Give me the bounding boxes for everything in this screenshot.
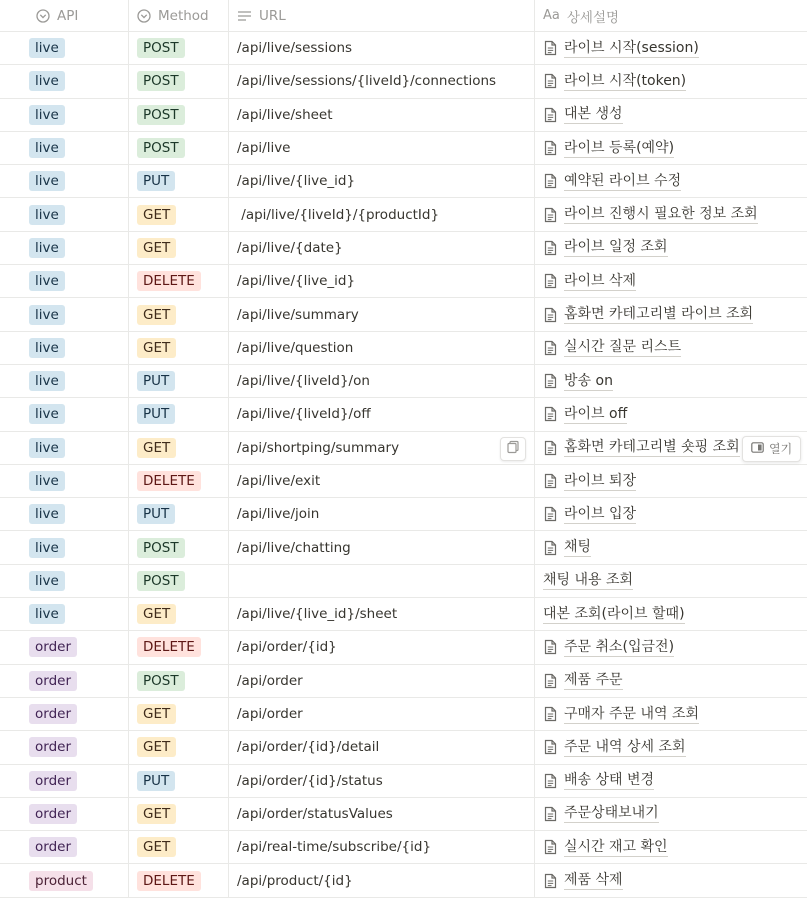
table-row[interactable] [0, 631, 807, 664]
method-cell[interactable] [129, 65, 229, 97]
url-cell[interactable] [229, 531, 535, 563]
table-row[interactable] [0, 32, 807, 65]
url-cell[interactable] [229, 631, 535, 663]
api-cell[interactable] [0, 99, 129, 131]
method-tag: PUT [137, 404, 175, 424]
api-tag: live [29, 471, 65, 491]
select-property-icon [36, 9, 50, 23]
page-icon [543, 673, 558, 689]
api-cell[interactable] [0, 332, 129, 364]
api-tag: live [29, 338, 65, 358]
table-row[interactable] [0, 132, 807, 165]
page-icon [543, 107, 558, 123]
table-row[interactable] [0, 465, 807, 498]
table-row[interactable] [0, 198, 807, 231]
select-property-icon [137, 9, 151, 23]
table-row[interactable] [0, 665, 807, 698]
api-tag: order [29, 671, 77, 691]
api-cell[interactable] [0, 864, 129, 896]
url-cell[interactable] [229, 32, 535, 64]
api-tag: live [29, 38, 65, 58]
api-cell[interactable] [0, 32, 129, 64]
api-tag: live [29, 205, 65, 225]
method-tag: DELETE [137, 471, 201, 491]
api-cell[interactable] [0, 798, 129, 830]
api-cell[interactable] [0, 631, 129, 663]
api-tag: live [29, 604, 65, 624]
page-title-link[interactable]: 대본 생성 [564, 106, 623, 123]
api-tag: live [29, 271, 65, 291]
column-header-method[interactable] [129, 0, 229, 31]
url-text: /api/live/{liveId}/on [237, 373, 370, 390]
method-tag: DELETE [137, 637, 201, 657]
api-cell[interactable] [0, 731, 129, 763]
url-text: /api/live/{date} [237, 239, 343, 256]
method-tag: PUT [137, 371, 175, 391]
title-property-icon: Aa [543, 8, 560, 23]
page-icon [543, 440, 558, 456]
open-page-button[interactable] [742, 436, 801, 462]
table-row[interactable] [0, 864, 807, 897]
url-text: /api/live/exit [237, 473, 321, 489]
page-title-link[interactable]: 대본 조회(라이브 할때) [543, 605, 685, 622]
page-title-link[interactable]: 구매자 주문 내역 조회 [564, 705, 700, 722]
method-tag: DELETE [137, 871, 201, 891]
url-text: /api/order/statusValues [237, 805, 393, 822]
api-cell[interactable] [0, 698, 129, 730]
api-cell[interactable] [0, 465, 129, 497]
method-tag: GET [137, 704, 176, 724]
url-cell[interactable] [229, 765, 535, 797]
api-cell[interactable] [0, 531, 129, 563]
api-tag: live [29, 571, 65, 591]
title-cell[interactable] [535, 765, 807, 797]
method-cell[interactable] [129, 565, 229, 597]
title-cell[interactable] [535, 332, 807, 364]
page-icon [543, 240, 558, 256]
table-row[interactable] [0, 332, 807, 365]
copy-url-button[interactable] [500, 437, 526, 461]
url-cell[interactable] [229, 365, 535, 397]
api-tag: order [29, 737, 77, 757]
url-text: /api/live/sheet [237, 106, 333, 123]
page-title-link[interactable]: 주문 내역 상세 조회 [564, 738, 686, 755]
table-row[interactable] [0, 365, 807, 398]
title-cell[interactable] [535, 698, 807, 730]
title-cell[interactable] [535, 798, 807, 830]
page-title-link[interactable]: 실시간 재고 확인 [564, 838, 668, 855]
method-tag: GET [137, 238, 176, 258]
method-cell[interactable] [129, 498, 229, 530]
page-title-link[interactable]: 라이브 시작(token) [564, 72, 687, 89]
api-tag: live [29, 504, 65, 524]
column-header-label: 상세설명 [566, 9, 620, 26]
method-tag: PUT [137, 171, 175, 191]
api-tag: product [29, 871, 93, 891]
page-icon [543, 540, 558, 556]
api-tag: live [29, 538, 65, 558]
title-cell[interactable] [535, 565, 807, 597]
table-row[interactable] [0, 65, 807, 98]
page-icon [543, 773, 558, 789]
page-title-link[interactable]: 라이브 퇴장 [564, 472, 637, 489]
title-cell[interactable] [535, 598, 807, 630]
url-cell[interactable] [229, 132, 535, 164]
copy-icon [506, 440, 520, 458]
api-cell[interactable] [0, 198, 129, 230]
table-row[interactable] [0, 598, 807, 631]
page-title-link[interactable]: 라이브 입장 [564, 505, 637, 522]
url-cell[interactable] [229, 232, 535, 264]
page-title-link[interactable]: 주문 취소(입금전) [564, 638, 675, 655]
page-icon [543, 806, 558, 822]
url-cell[interactable] [229, 332, 535, 364]
api-cell[interactable] [0, 365, 129, 397]
method-tag: GET [137, 837, 176, 857]
table-row[interactable] [0, 398, 807, 431]
page-title-link[interactable]: 채팅 [564, 539, 592, 556]
url-cell[interactable] [229, 465, 535, 497]
method-tag: POST [137, 38, 185, 58]
method-cell[interactable] [129, 864, 229, 896]
page-title-link[interactable]: 제품 삭제 [564, 872, 623, 889]
table-row[interactable] [0, 232, 807, 265]
url-text: /api/live [237, 140, 291, 157]
page-icon [543, 839, 558, 855]
title-cell[interactable] [535, 864, 807, 896]
title-cell[interactable] [535, 432, 807, 464]
method-cell[interactable] [129, 631, 229, 663]
page-title-link[interactable]: 실시간 질문 리스트 [564, 339, 682, 356]
method-cell[interactable] [129, 465, 229, 497]
table-row[interactable] [0, 765, 807, 798]
url-cell[interactable] [229, 731, 535, 763]
title-cell[interactable] [535, 731, 807, 763]
url-text: /api/real-time/subscribe/{id} [237, 839, 432, 856]
page-title-link[interactable]: 라이브 off [564, 405, 628, 422]
table-row[interactable] [0, 432, 807, 465]
page-icon [543, 73, 558, 89]
url-text: /api/order [237, 672, 303, 689]
url-cell[interactable] [229, 165, 535, 197]
page-title-link[interactable]: 방송 on [564, 372, 613, 389]
page-icon [543, 173, 558, 189]
table-row[interactable] [0, 798, 807, 831]
method-cell[interactable] [129, 99, 229, 131]
side-peek-icon [751, 442, 764, 456]
title-cell[interactable] [535, 665, 807, 697]
method-cell[interactable] [129, 298, 229, 330]
method-tag: GET [137, 737, 176, 757]
api-cell[interactable] [0, 65, 129, 97]
method-cell[interactable] [129, 432, 229, 464]
url-text: /api/live/{live_id} [237, 173, 356, 190]
title-cell[interactable] [535, 132, 807, 164]
api-tag: live [29, 105, 65, 125]
page-icon [543, 207, 558, 223]
method-cell[interactable] [129, 665, 229, 697]
method-tag: GET [137, 438, 176, 458]
page-title-link[interactable]: 라이브 일정 조회 [564, 239, 668, 256]
table-row[interactable] [0, 531, 807, 564]
column-header-api[interactable] [0, 0, 129, 31]
api-tag: order [29, 771, 77, 791]
api-cell[interactable] [0, 232, 129, 264]
method-tag: POST [137, 138, 185, 158]
api-cell[interactable] [0, 432, 129, 464]
table-row[interactable] [0, 298, 807, 331]
title-cell[interactable] [535, 265, 807, 297]
page-title-link[interactable]: 홈화면 카테고리별 라이브 조회 [564, 306, 754, 323]
page-icon [543, 506, 558, 522]
api-cell[interactable] [0, 498, 129, 530]
table-row[interactable] [0, 698, 807, 731]
url-text: /api/live/join [237, 506, 320, 523]
url-cell[interactable] [229, 498, 535, 530]
method-tag: GET [137, 205, 176, 225]
method-tag: GET [137, 604, 176, 624]
method-tag: GET [137, 338, 176, 358]
table-row[interactable] [0, 831, 807, 864]
api-cell[interactable] [0, 298, 129, 330]
method-tag: GET [137, 305, 176, 325]
method-cell[interactable] [129, 598, 229, 630]
table-row[interactable] [0, 565, 807, 598]
url-cell[interactable] [229, 398, 535, 430]
url-cell[interactable] [229, 665, 535, 697]
url-text: /api/order/{id}/detail [237, 739, 380, 756]
page-icon [543, 873, 558, 889]
page-icon [543, 706, 558, 722]
method-cell[interactable] [129, 232, 229, 264]
api-tag: live [29, 171, 65, 191]
title-cell[interactable] [535, 831, 807, 863]
api-cell[interactable] [0, 565, 129, 597]
page-icon [543, 406, 558, 422]
page-title-link[interactable]: 주문상태보내기 [564, 805, 659, 822]
open-label: 열기 [769, 442, 793, 457]
url-text: /api/order/{id} [237, 639, 337, 656]
api-tag: order [29, 804, 77, 824]
page-icon [543, 340, 558, 356]
title-cell[interactable] [535, 232, 807, 264]
api-tag: live [29, 71, 65, 91]
url-text: /api/live/sessions/{liveId}/connections [237, 73, 497, 90]
title-cell[interactable] [535, 165, 807, 197]
title-cell[interactable] [535, 298, 807, 330]
title-cell[interactable] [535, 65, 807, 97]
api-cell[interactable] [0, 165, 129, 197]
text-property-icon [237, 10, 252, 22]
url-text: /api/live/{liveId}/{productId} [237, 206, 440, 223]
url-text: /api/live/sessions [237, 40, 353, 57]
page-title-link[interactable]: 예약된 라이브 수정 [564, 172, 682, 189]
api-cell[interactable] [0, 132, 129, 164]
method-cell[interactable] [129, 165, 229, 197]
page-icon [543, 473, 558, 489]
method-cell[interactable] [129, 365, 229, 397]
api-cell[interactable] [0, 398, 129, 430]
method-cell[interactable] [129, 198, 229, 230]
title-cell[interactable] [535, 32, 807, 64]
page-title-link[interactable]: 라이브 시작(session) [564, 39, 699, 56]
method-tag: POST [137, 571, 185, 591]
table-header [0, 0, 807, 32]
method-cell[interactable] [129, 332, 229, 364]
url-cell[interactable] [229, 198, 535, 230]
api-cell[interactable] [0, 765, 129, 797]
api-tag: live [29, 238, 65, 258]
method-cell[interactable] [129, 132, 229, 164]
url-text: /api/live/{live_id} [237, 273, 356, 290]
url-text: /api/product/{id} [237, 872, 353, 889]
url-cell[interactable] [229, 798, 535, 830]
api-cell[interactable] [0, 665, 129, 697]
api-cell[interactable] [0, 598, 129, 630]
table-row[interactable] [0, 165, 807, 198]
table-row[interactable] [0, 498, 807, 531]
column-header-label: URL [259, 7, 286, 24]
url-text: /api/shortping/summary [237, 439, 400, 456]
title-cell[interactable] [535, 365, 807, 397]
method-tag: PUT [137, 771, 175, 791]
url-cell[interactable] [229, 598, 535, 630]
page-title-link[interactable]: 라이브 진행시 필요한 정보 조회 [564, 206, 758, 223]
page-title-link[interactable]: 라이브 등록(예약) [564, 139, 675, 156]
page-icon [543, 739, 558, 755]
api-tag: order [29, 837, 77, 857]
url-text: /api/order [237, 706, 303, 723]
page-title-link[interactable]: 홈화면 카테고리별 숏핑 조회 [564, 439, 740, 456]
method-tag: DELETE [137, 271, 201, 291]
api-tag: live [29, 438, 65, 458]
method-cell[interactable] [129, 398, 229, 430]
page-icon [543, 273, 558, 289]
method-cell[interactable] [129, 798, 229, 830]
method-tag: GET [137, 804, 176, 824]
column-header-url[interactable] [229, 0, 535, 31]
url-text: /api/order/{id}/status [237, 772, 383, 789]
table-row[interactable] [0, 265, 807, 298]
column-header-desc[interactable] [535, 0, 807, 31]
method-tag: PUT [137, 504, 175, 524]
method-tag: POST [137, 105, 185, 125]
url-cell[interactable] [229, 565, 535, 597]
page-title-link[interactable]: 채팅 내용 조회 [543, 572, 634, 589]
url-cell[interactable] [229, 831, 535, 863]
method-cell[interactable] [129, 531, 229, 563]
url-text: /api/live/{live_id}/sheet [237, 606, 398, 623]
title-cell[interactable] [535, 398, 807, 430]
table-row[interactable] [0, 731, 807, 764]
page-icon [543, 639, 558, 655]
url-cell[interactable] [229, 864, 535, 896]
url-cell[interactable] [229, 698, 535, 730]
page-title-link[interactable]: 제품 주문 [564, 672, 623, 689]
title-cell[interactable] [535, 465, 807, 497]
api-tag: order [29, 637, 77, 657]
table-row[interactable] [0, 99, 807, 132]
title-cell[interactable] [535, 631, 807, 663]
column-header-label: Method [158, 7, 209, 24]
method-tag: POST [137, 671, 185, 691]
method-cell[interactable] [129, 765, 229, 797]
api-cell[interactable] [0, 265, 129, 297]
method-cell[interactable] [129, 265, 229, 297]
column-header-label: API [57, 7, 79, 24]
url-text: /api/live/summary [237, 306, 359, 323]
method-tag: POST [137, 71, 185, 91]
page-title-link[interactable]: 라이브 삭제 [564, 272, 637, 289]
method-tag: POST [137, 538, 185, 558]
page-icon [543, 307, 558, 323]
api-tag: live [29, 404, 65, 424]
api-tag: live [29, 138, 65, 158]
api-cell[interactable] [0, 831, 129, 863]
url-cell[interactable] [229, 65, 535, 97]
url-text: /api/live/chatting [237, 539, 351, 556]
method-cell[interactable] [129, 698, 229, 730]
api-tag: live [29, 371, 65, 391]
page-title-link[interactable]: 배송 상태 변경 [564, 772, 655, 789]
url-text: /api/live/{liveId}/off [237, 406, 371, 423]
page-icon [543, 373, 558, 389]
title-cell[interactable] [535, 498, 807, 530]
title-cell[interactable] [535, 198, 807, 230]
title-cell[interactable] [535, 99, 807, 131]
method-cell[interactable] [129, 831, 229, 863]
table-body [0, 32, 807, 898]
url-cell[interactable] [229, 99, 535, 131]
url-cell[interactable] [229, 298, 535, 330]
api-tag: order [29, 704, 77, 724]
url-text: /api/live/question [237, 339, 354, 356]
method-cell[interactable] [129, 32, 229, 64]
url-cell[interactable] [229, 265, 535, 297]
method-cell[interactable] [129, 731, 229, 763]
title-cell[interactable] [535, 531, 807, 563]
page-icon [543, 40, 558, 56]
page-icon [543, 140, 558, 156]
url-cell[interactable] [229, 432, 535, 464]
api-tag: live [29, 305, 65, 325]
